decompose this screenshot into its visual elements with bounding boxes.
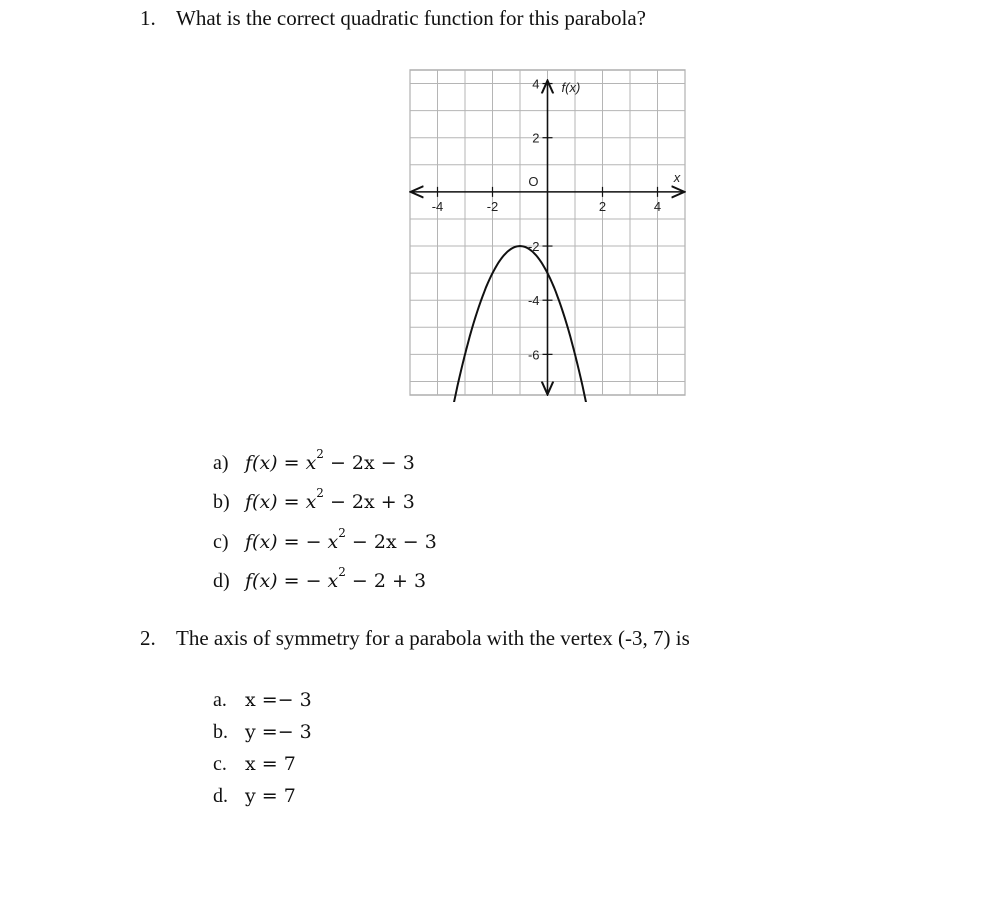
q2-choice-c-equation: x = 7 (245, 753, 296, 775)
y-tick-label: -2 (527, 239, 540, 255)
q2-choice-b-letter: b. (213, 721, 228, 743)
q2-choice-a[interactable] (213, 686, 312, 714)
question-1 (140, 6, 646, 31)
question-1-text: What is the correct quadratic function for this parabola? (176, 6, 646, 30)
x-tick-label: 2 (598, 198, 607, 214)
q1-choice-c[interactable] (213, 523, 437, 556)
y-axis-label: f(x) (561, 80, 581, 95)
q2-choice-d-letter: d. (213, 785, 228, 807)
y-tick-label: -6 (527, 347, 540, 363)
q1-choice-b[interactable] (213, 483, 415, 516)
question-1-number: 1. (140, 6, 156, 30)
y-tick-label: 4 (532, 76, 540, 92)
q1-choice-a-letter: a) (213, 452, 229, 475)
q1-choice-b-equation: $f(x) = x^2 - 2x + 3$ (245, 486, 415, 514)
x-tick-label: 4 (653, 198, 662, 214)
q2-choice-a-letter: a. (213, 689, 227, 711)
q2-choice-b-equation: y =− 3 (245, 721, 312, 743)
q1-choice-c-letter: c) (213, 531, 229, 554)
q2-choice-b[interactable] (213, 718, 312, 746)
x-tick-label: -4 (431, 198, 444, 214)
q2-choice-d[interactable] (213, 782, 296, 810)
q1-choice-d-letter: d) (213, 570, 230, 593)
x-axis-label: x (673, 169, 681, 185)
q1-choice-a-equation: $f(x) = x^2 - 2x - 3$ (245, 447, 415, 475)
q2-choice-c-letter: c. (213, 753, 227, 775)
parabola-graph (405, 62, 690, 402)
question-2 (140, 626, 690, 651)
q1-choice-d[interactable] (213, 562, 426, 595)
question-2-text: The axis of symmetry for a parabola with the vertex (-3, 7) is (176, 626, 690, 650)
q2-choice-a-equation: x =− 3 (245, 689, 312, 711)
question-2-number: 2. (140, 626, 156, 650)
q1-choice-a[interactable] (213, 444, 415, 477)
q2-choice-d-equation: y = 7 (245, 785, 296, 807)
q1-choice-b-letter: b) (213, 491, 230, 514)
q1-choice-d-equation: f(x) = − $x^2 - 2 + 3$ (245, 565, 427, 593)
y-tick-label: -4 (527, 293, 540, 309)
y-tick-label: 2 (532, 130, 540, 146)
q2-choice-c[interactable] (213, 750, 296, 778)
q1-choice-c-equation: f(x) = − $x^2 - 2x - 3$ (245, 526, 437, 554)
x-tick-label: -2 (486, 198, 499, 214)
origin-label: O (528, 173, 539, 189)
